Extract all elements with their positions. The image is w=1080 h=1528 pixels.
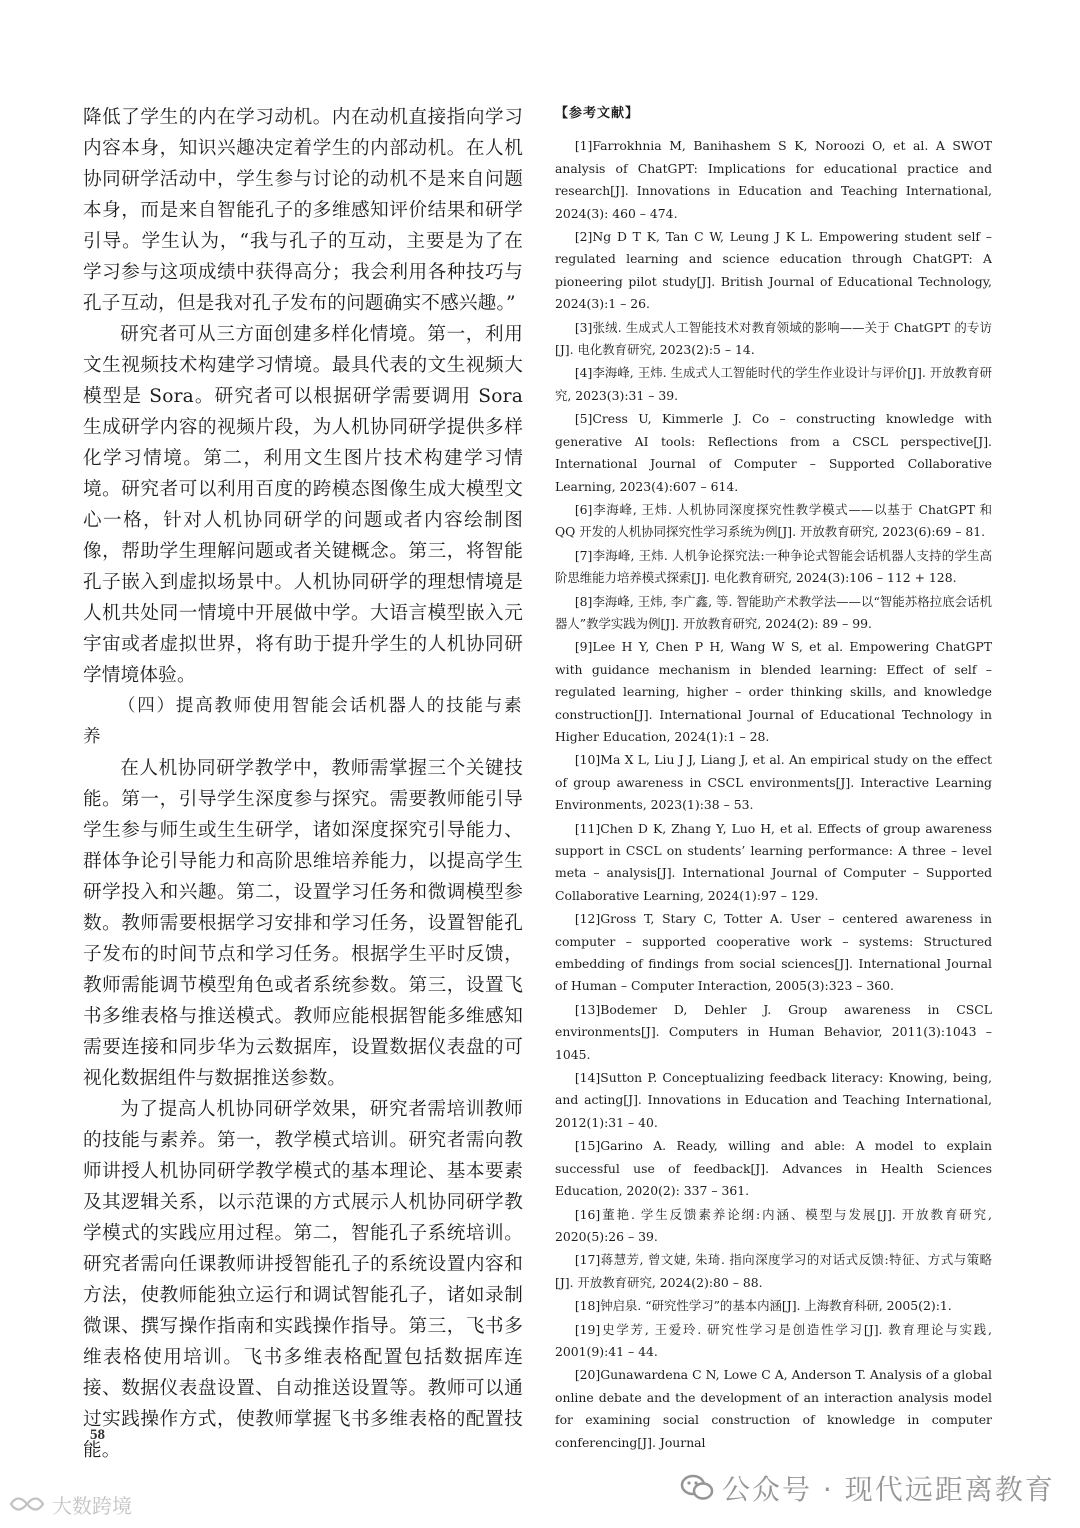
reference-item: [13]Bodemer D, Dehler J. Group awareness in CSCL environments[J]. Computers in Human Behavior, 2011(3):1043 – 1045. bbox=[555, 1001, 992, 1062]
reference-item: [11]Chen D K, Zhang Y, Luo H, et al. Effects of group awareness support in CSCL on students’ learning performance: A three – level meta – analysis[J]. International Journal of Computer – Supported Collaborative Learning, 2024(1):97 – 129. bbox=[555, 820, 992, 903]
body-paragraph-2: 研究者可从三方面创建多样化情境。第一，利用文生视频技术构建学习情境。最具代表的文生视频大模型是 Sora。研究者可以根据研学需要调用 Sora 生成研学内容的视频片段，为人机协同研学提供多样化学习情境。第二，利用文生图片技术构建学习情境。研究者可以利用百度的跨模态图像生成大模型文心一格，针对人机协同研学的问题或者内容绘制图像，帮助学生理解问题或者关键概念。第三，将智能孔子嵌入到虚拟场景中。人机协同研学的理想情境是人机共处同一情境中开展做中学。大语言模型嵌入元宇宙或者虚拟世界，将有助于提升学生的人机协同研学情境体验。 bbox=[83, 324, 523, 686]
watermark-wechat-text: 公众号 · 现代远距离教育 bbox=[722, 1473, 1055, 1506]
references-column bbox=[555, 103, 992, 1455]
reference-item: [17]蒋慧芳, 曾文婕, 朱琦. 指向深度学习的对话式反馈:特征、方式与策略[J]. 开放教育研究, 2024(2):80 – 88. bbox=[555, 1252, 992, 1290]
left-column bbox=[83, 102, 523, 1466]
reference-item: [2]Ng D T K, Tan C W, Leung J K L. Empowering student self – regulated learning and science education through ChatGPT: A pioneering pilot study[J]. British Journal of Educational Technology, 2024(3):1 – 26. bbox=[555, 229, 992, 312]
shop-logo-icon bbox=[8, 1491, 46, 1517]
section-heading: （四）提高教师使用智能会话机器人的技能与素养 bbox=[83, 696, 523, 747]
reference-item: [3]张绒. 生成式人工智能技术对教育领域的影响——关于 ChatGPT 的专访[J]. 电化教育研究, 2023(2):5 – 14. bbox=[555, 319, 992, 358]
reference-item: [12]Gross T, Stary C, Totter A. User – centered awareness in computer – supported cooperative work – systems: Structured embedding of findings from social sciences[J]. International Journal of Human – Computer Interaction, 2005(3):323 – 360. bbox=[555, 911, 992, 994]
reference-item: [4]李海峰, 王炜. 生成式人工智能时代的学生作业设计与评价[J]. 开放教育研究, 2023(3):31 – 39. bbox=[555, 365, 992, 403]
reference-item: [20]Gunawardena C N, Lowe C A, Anderson T. Analysis of a global online debate and the development of an interaction analysis model for examining social construction of knowledge in computer conferencing[J]. Journal bbox=[555, 1367, 992, 1450]
references-title: 【参考文献】 bbox=[555, 106, 640, 121]
watermark-brand-text: 大数跨境 bbox=[52, 1493, 132, 1518]
body-paragraph-1: 降低了学生的内在学习动机。内在动机直接指向学习内容本身，知识兴趣决定着学生的内部动机。在人机协同研学活动中，学生参与讨论的动机不是来自问题本身，而是来自智能孔子的多维感知评价结果和研学引导。学生认为，“我与孔子的互动，主要是为了在学习参与这项成绩中获得高分；我会利用各种技巧与孔子互动，但是我对孔子发布的问题确实不感兴趣。” bbox=[83, 107, 523, 314]
reference-item: [15]Garino A. Ready, willing and able: A model to explain successful use of feedback[J]. Advances in Health Sciences Education, 2020(2): 337 – 361. bbox=[555, 1138, 992, 1199]
page-number: 58 bbox=[90, 1427, 105, 1443]
reference-item: [5]Cress U, Kimmerle J. Co – constructing knowledge with generative AI tools: Reflections from a CSCL perspective[J]. International Journal of Computer – Supported Collaborative Learning, 2023(4):607 – 614. bbox=[555, 411, 992, 494]
reference-item: [14]Sutton P. Conceptualizing feedback literacy: Knowing, being, and acting[J]. Innovations in Education and Teaching International, 2012(1):31 – 40. bbox=[555, 1070, 992, 1130]
reference-item: [8]李海峰, 王炜, 李广鑫, 等. 智能助产术教学法——以“智能苏格拉底会话机器人”教学实践为例[J]. 开放教育研究, 2024(2): 89 – 99. bbox=[555, 593, 992, 631]
reference-item: [7]李海峰, 王炜. 人机争论探究法:一种争论式智能会话机器人支持的学生高阶思维能力培养模式探索[J]. 电化教育研究, 2024(3):106 – 112 + 128. bbox=[555, 547, 992, 586]
reference-list bbox=[555, 135, 992, 1454]
watermark-brand bbox=[8, 1488, 132, 1520]
reference-item: [10]Ma X L, Liu J J, Liang J, et al. An empirical study on the effect of group awareness in CSCL environments[J]. Interactive Learning Environments, 2023(1):38 – 53. bbox=[555, 752, 992, 813]
reference-item: [1]Farrokhnia M, Banihashem S K, Noroozi O, et al. A SWOT analysis of ChatGPT: Implications for educational practice and research[J]. Innovations in Education and Teaching International, 2024(3): 460 – 474. bbox=[555, 138, 992, 221]
body-paragraph-3: 在人机协同研学教学中，教师需掌握三个关键技能。第一，引导学生深度参与探究。需要教师能引导学生参与师生或生生研学，诸如深度探究引导能力、群体争论引导能力和高阶思维培养能力，以提高学生研学投入和兴趣。第二，设置学习任务和微调模型参数。教师需要根据学习安排和学习任务，设置智能孔子发布的时间节点和学习任务。根据学生平时反馈，教师需能调节模型角色或者系统参数。第三，设置飞书多维表格与推送模式。教师应能根据智能多维感知需要连接和同步华为云数据库，设置数据仪表盘的可视化数据组件与数据推送参数。 bbox=[83, 758, 523, 1089]
body-paragraph-4: 为了提高人机协同研学效果，研究者需培训教师的技能与素养。第一，教学模式培训。研究者需向教师讲授人机协同研学教学模式的基本理论、基本要素及其逻辑关系，以示范课的方式展示人机协同研学教学模式的实践应用过程。第二，智能孔子系统培训。研究者需向任课教师讲授智能孔子的系统设置内容和方法，使教师能独立运行和调试智能孔子，诸如录制微课、撰写操作指南和实践操作指导。第三，飞书多维表格使用培训。飞书多维表格配置包括数据库连接、数据仪表盘设置、自动推送设置等。教师可以通过实践操作方式，使教师掌握飞书多维表格的配置技能。 bbox=[83, 1099, 523, 1461]
watermark-wechat bbox=[680, 1468, 1055, 1508]
wechat-icon bbox=[680, 1473, 714, 1503]
reference-item: [6]李海峰, 王炜. 人机协同深度探究性教学模式——以基于 ChatGPT 和 QQ 开发的人机协同探究性学习系统为例[J]. 开放教育研究, 2023(6):69 – 81. bbox=[555, 501, 992, 540]
reference-item: [9]Lee H Y, Chen P H, Wang W S, et al. Empowering ChatGPT with guidance mechanism in blended learning: Effect of self – regulated learning, higher – order thinking skills, and knowledge construction[J]. International Journal of Educational Technology in Higher Education, 2024(1):1 – 28. bbox=[555, 639, 992, 744]
reference-item: [16]董艳. 学生反馈素养论纲:内涵、模型与发展[J]. 开放教育研究, 2020(5):26 – 39. bbox=[555, 1206, 992, 1244]
reference-item: [19]史学芳, 王爱玲. 研究性学习是创造性学习[J]. 教育理论与实践, 2001(9):41 – 44. bbox=[555, 1321, 992, 1359]
reference-item: [18]钟启泉. “研究性学习”的基本内涵[J]. 上海教育科研, 2005(2):1. bbox=[574, 1298, 952, 1314]
